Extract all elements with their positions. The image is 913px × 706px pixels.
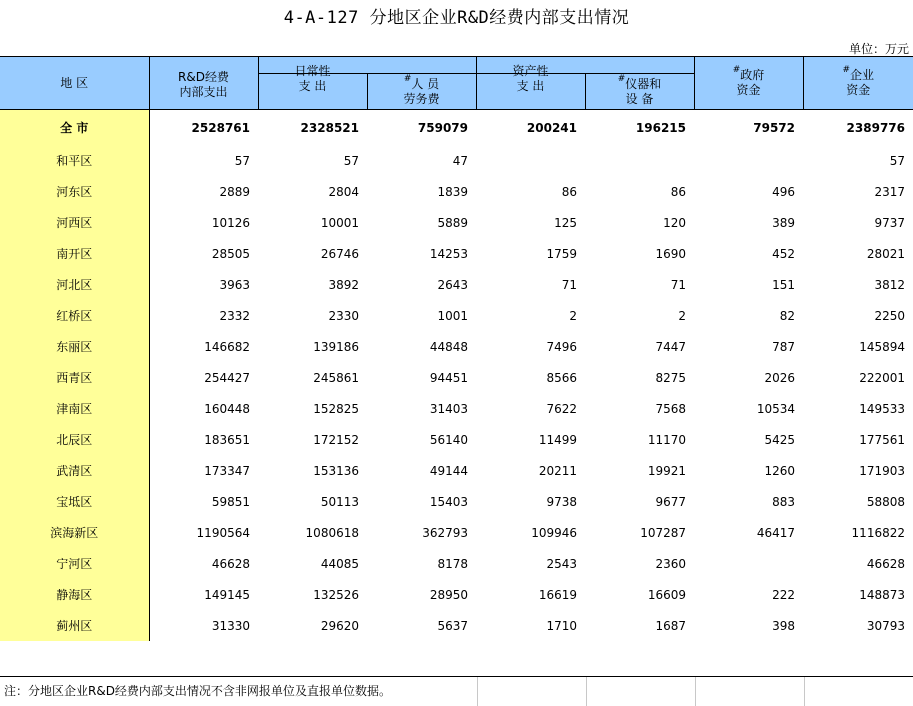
table-row: [0, 145, 913, 176]
value-cell-rd-internal: 254427: [204, 370, 250, 385]
value-cell-gov-funds: 389: [772, 215, 795, 230]
table-row: [0, 393, 913, 424]
value-cell-equipment: 107287: [640, 525, 686, 540]
value-cell-labor: 15403: [429, 494, 468, 509]
value-cell-enterprise-funds: 28021: [866, 246, 905, 261]
value-cell-gov-funds: 398: [772, 618, 795, 633]
value-cell-gov-funds: 79572: [753, 120, 795, 135]
value-cell-rd-internal: 28505: [211, 246, 250, 261]
value-cell-daily: 2804: [328, 184, 359, 199]
value-cell-gov-funds: [694, 548, 803, 579]
value-cell-equipment: 71: [670, 277, 686, 292]
region-cell: 南开区: [0, 238, 149, 269]
value-cell-labor: 56140: [429, 432, 468, 447]
value-cell-asset: 200241: [526, 120, 577, 135]
unit-label: 单位：万元: [848, 42, 909, 56]
header-enterprise-funds: #企业 资金: [803, 57, 913, 110]
value-cell-asset: 86: [561, 184, 577, 199]
value-cell-equipment: 9677: [655, 494, 686, 509]
value-cell-daily: 57: [343, 153, 359, 168]
cell-divider: [477, 677, 478, 706]
cell-divider: [695, 677, 696, 706]
value-cell-labor: 2643: [437, 277, 468, 292]
value-cell-enterprise-funds: 148873: [859, 587, 905, 602]
table-row: [0, 424, 913, 455]
value-cell-daily: 26746: [320, 246, 359, 261]
region-cell: 北辰区: [0, 424, 149, 455]
value-cell-enterprise-funds: 177561: [859, 432, 905, 447]
table-row: [0, 331, 913, 362]
value-cell-labor: 759079: [417, 120, 468, 135]
table-row: [0, 517, 913, 548]
value-cell-daily: 10001: [320, 215, 359, 230]
value-cell-labor: 8178: [437, 556, 468, 571]
table-row: [0, 362, 913, 393]
value-cell-asset: 71: [561, 277, 577, 292]
region-cell: 河西区: [0, 207, 149, 238]
value-cell-enterprise-funds: 2250: [874, 308, 905, 323]
value-cell-equipment: 8275: [655, 370, 686, 385]
value-cell-rd-internal: 146682: [204, 339, 250, 354]
value-cell-rd-internal: 46628: [211, 556, 250, 571]
value-cell-labor: 47: [452, 153, 468, 168]
page-title: 4-A-127 分地区企业R&D经费内部支出情况: [283, 8, 630, 28]
cell-divider: [586, 677, 587, 706]
header-rd-internal: R&D经费 内部支出: [149, 57, 258, 110]
header-asset: 资产性 支 出: [476, 74, 585, 110]
value-cell-asset: 8566: [546, 370, 577, 385]
value-cell-rd-internal: 1190564: [196, 525, 250, 540]
value-cell-rd-internal: 2332: [219, 308, 250, 323]
region-cell: 和平区: [0, 145, 149, 176]
value-cell-daily: 152825: [313, 401, 359, 416]
value-cell-enterprise-funds: 222001: [859, 370, 905, 385]
value-cell-rd-internal: 173347: [204, 463, 250, 478]
region-cell: 红桥区: [0, 300, 149, 331]
value-cell-equipment: 2360: [655, 556, 686, 571]
table-row: [0, 579, 913, 610]
header-equipment: #仪器和 设 备: [585, 74, 694, 110]
value-cell-enterprise-funds: 9737: [874, 215, 905, 230]
region-cell: 河东区: [0, 176, 149, 207]
value-cell-asset: 2: [569, 308, 577, 323]
value-cell-asset: 9738: [546, 494, 577, 509]
value-cell-daily: 139186: [313, 339, 359, 354]
value-cell-labor: 94451: [429, 370, 468, 385]
value-cell-daily: 1080618: [305, 525, 359, 540]
region-cell: 宝坻区: [0, 486, 149, 517]
value-cell-daily: 153136: [313, 463, 359, 478]
value-cell-labor: 28950: [429, 587, 468, 602]
value-cell-gov-funds: 496: [772, 184, 795, 199]
value-cell-gov-funds: 2026: [764, 370, 795, 385]
value-cell-daily: 245861: [313, 370, 359, 385]
value-cell-asset: 7496: [546, 339, 577, 354]
value-cell-enterprise-funds: 145894: [859, 339, 905, 354]
value-cell-gov-funds: 222: [772, 587, 795, 602]
value-cell-labor: 362793: [422, 525, 468, 540]
value-cell-gov-funds: 883: [772, 494, 795, 509]
value-cell-enterprise-funds: 149533: [859, 401, 905, 416]
value-cell-daily: 132526: [313, 587, 359, 602]
value-cell-enterprise-funds: 46628: [866, 556, 905, 571]
table-row: [0, 610, 913, 641]
value-cell-asset: 1710: [546, 618, 577, 633]
value-cell-rd-internal: 2528761: [191, 120, 250, 135]
value-cell-rd-internal: 160448: [204, 401, 250, 416]
table-row: [0, 207, 913, 238]
value-cell-equipment: 2: [678, 308, 686, 323]
value-cell-labor: 1839: [437, 184, 468, 199]
value-cell-rd-internal: 149145: [204, 587, 250, 602]
value-cell-daily: 44085: [320, 556, 359, 571]
table-row: [0, 486, 913, 517]
header-daily: 日常性 支 出: [258, 74, 367, 110]
value-cell-gov-funds: 10534: [756, 401, 795, 416]
value-cell-asset: 11499: [538, 432, 577, 447]
table-header: [0, 57, 913, 110]
value-cell-equipment: [585, 145, 694, 176]
region-cell: 蓟州区: [0, 610, 149, 641]
value-cell-rd-internal: 31330: [211, 618, 250, 633]
header-labor: #人 员 劳务费: [367, 74, 476, 110]
value-cell-enterprise-funds: 3812: [874, 277, 905, 292]
header-gov-funds: #政府 资金: [694, 57, 803, 110]
value-cell-equipment: 1687: [655, 618, 686, 633]
value-cell-equipment: 16609: [647, 587, 686, 602]
value-cell-asset: 20211: [538, 463, 577, 478]
value-cell-enterprise-funds: 58808: [866, 494, 905, 509]
value-cell-equipment: 1690: [655, 246, 686, 261]
value-cell-enterprise-funds: 2317: [874, 184, 905, 199]
value-cell-labor: 5637: [437, 618, 468, 633]
value-cell-rd-internal: 10126: [211, 215, 250, 230]
value-cell-gov-funds: 82: [779, 308, 795, 323]
value-cell-gov-funds: 5425: [764, 432, 795, 447]
value-cell-asset: 109946: [531, 525, 577, 540]
value-cell-gov-funds: 452: [772, 246, 795, 261]
value-cell-asset: 1759: [546, 246, 577, 261]
region-cell: 宁河区: [0, 548, 149, 579]
table-row: [0, 300, 913, 331]
footnote: 注：分地区企业R&D经费内部支出情况不含非网报单位及直报单位数据。: [4, 684, 391, 698]
value-cell-equipment: 86: [670, 184, 686, 199]
table-row: [0, 455, 913, 486]
value-cell-equipment: 11170: [647, 432, 686, 447]
value-cell-rd-internal: 183651: [204, 432, 250, 447]
value-cell-gov-funds: 787: [772, 339, 795, 354]
value-cell-rd-internal: 57: [234, 153, 250, 168]
value-cell-labor: 49144: [429, 463, 468, 478]
value-cell-equipment: 19921: [647, 463, 686, 478]
value-cell-enterprise-funds: 30793: [866, 618, 905, 633]
value-cell-enterprise-funds: 57: [889, 153, 905, 168]
table-row: [0, 176, 913, 207]
value-cell-labor: 31403: [429, 401, 468, 416]
value-cell-enterprise-funds: 1116822: [851, 525, 905, 540]
table-body: [0, 110, 913, 642]
value-cell-daily: 2328521: [300, 120, 359, 135]
value-cell-labor: 1001: [437, 308, 468, 323]
value-cell-equipment: 196215: [635, 120, 686, 135]
value-cell-equipment: 7568: [655, 401, 686, 416]
value-cell-asset: 2543: [546, 556, 577, 571]
value-cell-gov-funds: 1260: [764, 463, 795, 478]
table-row: [0, 238, 913, 269]
value-cell-daily: 50113: [320, 494, 359, 509]
region-cell: 静海区: [0, 579, 149, 610]
table-row-total: [0, 110, 913, 146]
value-cell-rd-internal: 3963: [219, 277, 250, 292]
value-cell-asset: 7622: [546, 401, 577, 416]
footnote-bar: [0, 676, 913, 705]
value-cell-daily: 29620: [320, 618, 359, 633]
value-cell-rd-internal: 59851: [211, 494, 250, 509]
value-cell-daily: 2330: [328, 308, 359, 323]
value-cell-daily: 172152: [313, 432, 359, 447]
value-cell-asset: 125: [554, 215, 577, 230]
table-row: [0, 548, 913, 579]
region-cell: 津南区: [0, 393, 149, 424]
value-cell-asset: [476, 145, 585, 176]
region-cell: 西青区: [0, 362, 149, 393]
header-region: 地 区: [0, 57, 149, 110]
table-row: [0, 269, 913, 300]
value-cell-labor: 5889: [437, 215, 468, 230]
value-cell-asset: 16619: [538, 587, 577, 602]
region-cell: 全 市: [0, 110, 149, 146]
region-cell: 东丽区: [0, 331, 149, 362]
value-cell-daily: 3892: [328, 277, 359, 292]
value-cell-gov-funds: 46417: [756, 525, 795, 540]
rd-expenditure-table: [0, 56, 913, 641]
cell-divider: [804, 677, 805, 706]
value-cell-gov-funds: 151: [772, 277, 795, 292]
value-cell-equipment: 7447: [655, 339, 686, 354]
region-cell: 滨海新区: [0, 517, 149, 548]
value-cell-labor: 44848: [429, 339, 468, 354]
value-cell-equipment: 120: [663, 215, 686, 230]
region-cell: 武清区: [0, 455, 149, 486]
value-cell-rd-internal: 2889: [219, 184, 250, 199]
value-cell-labor: 14253: [429, 246, 468, 261]
value-cell-gov-funds: [694, 145, 803, 176]
region-cell: 河北区: [0, 269, 149, 300]
value-cell-enterprise-funds: 2389776: [846, 120, 905, 135]
value-cell-enterprise-funds: 171903: [859, 463, 905, 478]
